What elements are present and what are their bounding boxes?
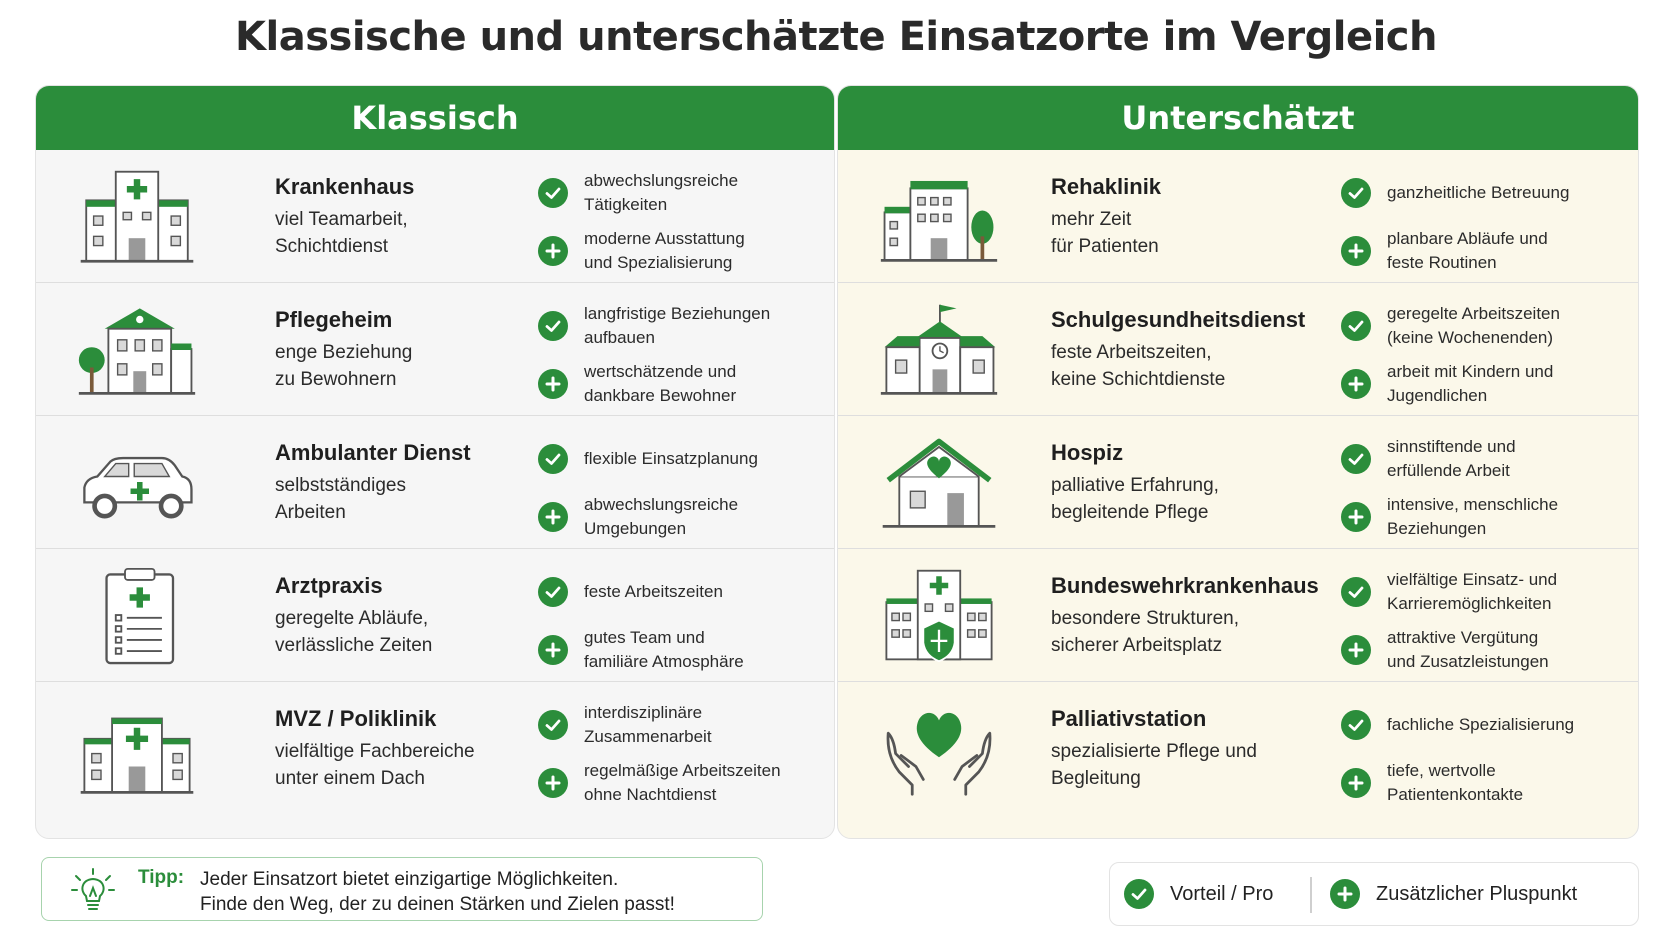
pro-text bbox=[584, 447, 824, 471]
plus-item bbox=[1341, 488, 1631, 546]
page-title: Klassische und unterschätzte Einsatzorte im Vergleich bbox=[235, 14, 1437, 60]
pro-text-line: Patientenkontakte bbox=[1387, 785, 1524, 804]
pro-text-line: und Spezialisierung bbox=[584, 253, 733, 272]
pro-item bbox=[538, 297, 828, 355]
pro-text-line: wertschätzende und bbox=[584, 362, 737, 381]
description-line: verlässliche Zeiten bbox=[275, 635, 433, 656]
pro-text bbox=[584, 626, 824, 674]
pro-text-line: interdisziplinäre bbox=[584, 703, 703, 722]
check-circle-icon bbox=[1341, 178, 1371, 208]
plus-item bbox=[538, 621, 828, 679]
pro-text-line: Umgebungen bbox=[584, 519, 687, 538]
school-icon bbox=[874, 297, 1004, 402]
legend-divider bbox=[1310, 877, 1312, 913]
location-info bbox=[275, 571, 535, 659]
location-description bbox=[1051, 738, 1331, 792]
pro-text-line: langfristige Beziehungen bbox=[584, 304, 771, 323]
location-name: Rehaklinik bbox=[1051, 174, 1162, 199]
location-name: Palliativstation bbox=[1051, 706, 1207, 731]
tip-line: Finde den Weg, der zu deinen Stärken und Zielen passt! bbox=[200, 894, 675, 915]
pro-text-line: abwechslungsreiche bbox=[584, 495, 739, 514]
plus-circle-icon bbox=[538, 236, 568, 266]
military-hospital-icon bbox=[874, 563, 1004, 668]
description-line: mehr Zeit bbox=[1051, 209, 1132, 230]
location-info bbox=[275, 305, 535, 393]
pro-text-line: abwechslungsreiche bbox=[584, 171, 739, 190]
pro-text-line: ganzheitliche Betreuung bbox=[1387, 183, 1570, 202]
check-circle-icon bbox=[538, 444, 568, 474]
pro-item bbox=[1341, 696, 1631, 754]
pro-text bbox=[1387, 181, 1627, 205]
description-line: für Patienten bbox=[1051, 236, 1159, 257]
plus-item bbox=[538, 754, 828, 812]
pro-item bbox=[1341, 430, 1631, 488]
plus-item bbox=[1341, 754, 1631, 812]
description-line: palliative Erfahrung, bbox=[1051, 475, 1219, 496]
description-line: sicherer Arbeitsplatz bbox=[1051, 635, 1223, 656]
location-info bbox=[275, 172, 535, 260]
pro-text bbox=[1387, 493, 1627, 541]
pro-text-line: geregelte Arbeitszeiten bbox=[1387, 304, 1560, 323]
pro-text-line: sinnstiftende und bbox=[1387, 437, 1516, 456]
check-circle-icon bbox=[1341, 444, 1371, 474]
check-circle-icon bbox=[538, 311, 568, 341]
classic-rows bbox=[36, 150, 834, 804]
pro-text-line: feste Arbeitszeiten bbox=[584, 582, 723, 601]
rehab-clinic-icon bbox=[874, 164, 1004, 269]
location-name: MVZ / Poliklinik bbox=[275, 706, 437, 731]
description-line: vielfältige Fachbereiche bbox=[275, 741, 475, 762]
pros-list bbox=[1341, 164, 1631, 280]
check-circle-icon bbox=[1124, 879, 1154, 909]
pros-list bbox=[1341, 563, 1631, 679]
pro-text-line: regelmäßige Arbeitszeiten bbox=[584, 761, 781, 780]
plus-item bbox=[538, 355, 828, 413]
pro-text-line: aufbauen bbox=[584, 328, 655, 347]
pro-text bbox=[1387, 360, 1627, 408]
pro-text bbox=[1387, 568, 1627, 616]
location-row bbox=[838, 416, 1638, 549]
legend-pro-label: Vorteil / Pro bbox=[1170, 882, 1274, 905]
pro-text-line: und Zusatzleistungen bbox=[1387, 652, 1549, 671]
hospice-icon bbox=[874, 430, 1004, 535]
classic-panel bbox=[35, 85, 835, 839]
location-description bbox=[1051, 339, 1331, 393]
pros-list bbox=[538, 164, 828, 280]
pro-item bbox=[538, 164, 828, 222]
location-info bbox=[1051, 172, 1331, 260]
classic-heading: Klassisch bbox=[36, 86, 834, 150]
plus-circle-icon bbox=[538, 369, 568, 399]
pro-text-line: familiäre Atmosphäre bbox=[584, 652, 744, 671]
pro-text-line: Karrieremöglichkeiten bbox=[1387, 594, 1552, 613]
pro-text-line: Tätigkeiten bbox=[584, 195, 668, 214]
pro-text-line: flexible Einsatzplanung bbox=[584, 449, 758, 468]
nursing-home-icon bbox=[72, 297, 202, 402]
clipboard-icon bbox=[72, 563, 202, 668]
tip-box bbox=[41, 857, 763, 921]
heart-hands-icon bbox=[874, 696, 1004, 801]
pro-item bbox=[1341, 164, 1631, 222]
description-line: besondere Strukturen, bbox=[1051, 608, 1240, 629]
description-line: zu Bewohnern bbox=[275, 369, 397, 390]
pro-text-line: Beziehungen bbox=[1387, 519, 1487, 538]
location-description bbox=[1051, 605, 1331, 659]
location-info bbox=[1051, 438, 1331, 526]
clinic-icon bbox=[72, 696, 202, 801]
plus-item bbox=[1341, 621, 1631, 679]
check-circle-icon bbox=[538, 577, 568, 607]
underrated-panel bbox=[837, 85, 1639, 839]
location-name: Arztpraxis bbox=[275, 573, 383, 598]
description-line: viel Teamarbeit, bbox=[275, 209, 408, 230]
location-row bbox=[838, 283, 1638, 416]
pro-item bbox=[538, 696, 828, 754]
plus-circle-icon bbox=[1341, 236, 1371, 266]
location-description bbox=[1051, 206, 1331, 260]
pros-list bbox=[538, 563, 828, 679]
underrated-rows bbox=[838, 150, 1638, 804]
pro-text bbox=[1387, 713, 1627, 737]
pro-text-line: tiefe, wertvolle bbox=[1387, 761, 1496, 780]
check-circle-icon bbox=[1341, 577, 1371, 607]
description-line: unter einem Dach bbox=[275, 768, 425, 789]
tip-text bbox=[200, 867, 675, 917]
location-row bbox=[838, 682, 1638, 804]
location-row bbox=[838, 549, 1638, 682]
pro-text-line: moderne Ausstattung bbox=[584, 229, 745, 248]
pro-text-line: dankbare Bewohner bbox=[584, 386, 737, 405]
pro-item bbox=[1341, 297, 1631, 355]
location-row bbox=[36, 549, 834, 682]
location-description bbox=[275, 339, 535, 393]
pros-list bbox=[538, 430, 828, 546]
description-line: spezialisierte Pflege und bbox=[1051, 741, 1257, 762]
pros-list bbox=[538, 696, 828, 812]
location-description bbox=[1051, 472, 1331, 526]
location-info bbox=[275, 438, 535, 526]
description-line: geregelte Abläufe, bbox=[275, 608, 429, 629]
pro-text-line: Zusammenarbeit bbox=[584, 727, 712, 746]
pros-list bbox=[538, 297, 828, 413]
legend-plus bbox=[1330, 879, 1577, 909]
plus-circle-icon bbox=[1330, 879, 1360, 909]
pro-text-line: fachliche Spezialisierung bbox=[1387, 715, 1575, 734]
pro-item bbox=[1341, 563, 1631, 621]
description-line: begleitende Pflege bbox=[1051, 502, 1209, 523]
location-info bbox=[1051, 704, 1331, 792]
plus-circle-icon bbox=[1341, 768, 1371, 798]
plus-circle-icon bbox=[538, 768, 568, 798]
pro-item bbox=[538, 563, 828, 621]
check-circle-icon bbox=[538, 178, 568, 208]
location-name: Schulgesundheitsdienst bbox=[1051, 307, 1306, 332]
plus-item bbox=[1341, 355, 1631, 413]
location-info bbox=[1051, 571, 1331, 659]
pro-text bbox=[1387, 626, 1627, 674]
legend bbox=[1109, 862, 1639, 926]
location-description bbox=[275, 738, 535, 792]
pro-text-line: attraktive Vergütung bbox=[1387, 628, 1539, 647]
check-circle-icon bbox=[1341, 311, 1371, 341]
location-info bbox=[1051, 305, 1331, 393]
hospital-icon bbox=[72, 164, 202, 269]
lightbulb-icon bbox=[68, 866, 118, 916]
plus-circle-icon bbox=[538, 635, 568, 665]
pro-text-line: ohne Nachtdienst bbox=[584, 785, 717, 804]
pro-text bbox=[1387, 759, 1627, 807]
plus-item bbox=[538, 488, 828, 546]
location-name: Bundeswehrkrankenhaus bbox=[1051, 573, 1319, 598]
pro-text bbox=[1387, 435, 1627, 483]
pro-text bbox=[584, 493, 824, 541]
plus-item bbox=[538, 222, 828, 280]
tip-line: Jeder Einsatzort bietet einzigartige Möglichkeiten. bbox=[200, 869, 619, 890]
location-row bbox=[838, 150, 1638, 283]
description-line: Arbeiten bbox=[275, 502, 346, 523]
pro-text bbox=[1387, 227, 1627, 275]
location-row bbox=[36, 283, 834, 416]
pro-text-line: planbare Abläufe und bbox=[1387, 229, 1548, 248]
pros-list bbox=[1341, 430, 1631, 546]
pro-text bbox=[584, 759, 824, 807]
location-row bbox=[36, 682, 834, 804]
car-icon bbox=[72, 430, 202, 535]
underrated-heading: Unterschätzt bbox=[838, 86, 1638, 150]
check-circle-icon bbox=[1341, 710, 1371, 740]
tip-label: Tipp: bbox=[138, 867, 185, 888]
plus-circle-icon bbox=[1341, 502, 1371, 532]
pro-text-line: intensive, menschliche bbox=[1387, 495, 1559, 514]
description-line: feste Arbeitszeiten, bbox=[1051, 342, 1212, 363]
location-name: Hospiz bbox=[1051, 440, 1124, 465]
pro-text bbox=[584, 360, 824, 408]
pro-text bbox=[584, 701, 824, 749]
location-row bbox=[36, 150, 834, 283]
plus-circle-icon bbox=[538, 502, 568, 532]
pro-text-line: Jugendlichen bbox=[1387, 386, 1488, 405]
plus-circle-icon bbox=[1341, 635, 1371, 665]
description-line: keine Schichtdienste bbox=[1051, 369, 1226, 390]
pro-text-line: gutes Team und bbox=[584, 628, 705, 647]
pros-list bbox=[1341, 696, 1631, 812]
pro-text bbox=[584, 169, 824, 217]
description-line: Begleitung bbox=[1051, 768, 1141, 789]
description-line: Schichtdienst bbox=[275, 236, 389, 257]
location-description bbox=[275, 472, 535, 526]
pro-text bbox=[1387, 302, 1627, 350]
pro-text bbox=[584, 580, 824, 604]
location-description bbox=[275, 605, 535, 659]
location-name: Krankenhaus bbox=[275, 174, 415, 199]
pro-text-line: (keine Wochenenden) bbox=[1387, 328, 1554, 347]
pro-text bbox=[584, 227, 824, 275]
pro-text-line: feste Routinen bbox=[1387, 253, 1497, 272]
plus-circle-icon bbox=[1341, 369, 1371, 399]
location-name: Pflegeheim bbox=[275, 307, 393, 332]
check-circle-icon bbox=[538, 710, 568, 740]
location-info bbox=[275, 704, 535, 792]
description-line: selbstständiges bbox=[275, 475, 406, 496]
pro-text-line: erfüllende Arbeit bbox=[1387, 461, 1510, 480]
description-line: enge Beziehung bbox=[275, 342, 413, 363]
location-description bbox=[275, 206, 535, 260]
pro-item bbox=[538, 430, 828, 488]
pros-list bbox=[1341, 297, 1631, 413]
pro-text-line: vielfältige Einsatz- und bbox=[1387, 570, 1558, 589]
location-name: Ambulanter Dienst bbox=[275, 440, 471, 465]
legend-plus-label: Zusätzlicher Pluspunkt bbox=[1376, 882, 1578, 905]
legend-pro bbox=[1124, 879, 1273, 909]
plus-item bbox=[1341, 222, 1631, 280]
location-row bbox=[36, 416, 834, 549]
pro-text bbox=[584, 302, 824, 350]
pro-text-line: arbeit mit Kindern und bbox=[1387, 362, 1554, 381]
